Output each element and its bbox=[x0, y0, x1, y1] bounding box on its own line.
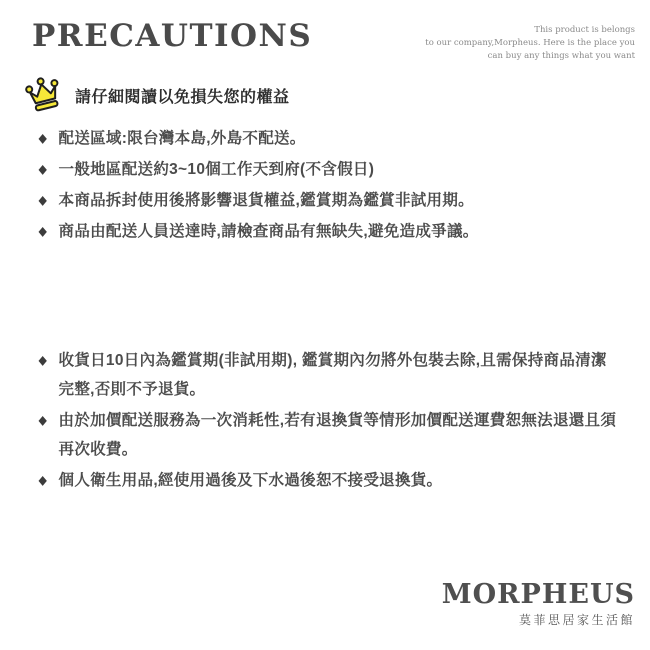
diamond-bullet-icon: ◆ bbox=[38, 193, 47, 207]
crown-icon bbox=[24, 76, 64, 114]
list-item bbox=[38, 466, 620, 495]
list-item-text: 個人衛生用品,經使用過後及下水過後恕不接受退換貨。 bbox=[58, 472, 443, 489]
list-item bbox=[38, 155, 620, 184]
list-item bbox=[38, 124, 620, 153]
diamond-bullet-icon: ◆ bbox=[38, 473, 47, 487]
notice-heading: 請仔細閱讀以免損失您的權益 bbox=[75, 88, 290, 106]
list-item bbox=[38, 346, 620, 404]
diamond-bullet-icon: ◆ bbox=[38, 224, 47, 238]
shipping-notes-list bbox=[38, 124, 620, 248]
brand-logo: MORPHEUS bbox=[441, 579, 635, 610]
list-item-text: 由於加價配送服務為一次消耗性,若有退換貨等情形加價配送運費恕無法退還且須再次收費。 bbox=[58, 412, 617, 458]
diamond-bullet-icon: ◆ bbox=[38, 131, 47, 145]
list-item-text: 本商品拆封使用後將影響退貨權益,鑑賞期為鑑賞非試用期。 bbox=[58, 192, 474, 209]
list-item bbox=[38, 217, 620, 246]
list-item-text: 一般地區配送約3~10個工作天到府(不含假日) bbox=[58, 161, 375, 178]
diamond-bullet-icon: ◆ bbox=[38, 413, 47, 427]
page-title: PRECAUTIONS bbox=[32, 18, 313, 54]
tagline-line: This product is belongs bbox=[534, 25, 635, 35]
list-item-text: 配送區域:限台灣本島,外島不配送。 bbox=[58, 130, 306, 147]
list-item-text: 收貨日10日內為鑑賞期(非試用期), 鑑賞期內勿將外包裝去除,且需保持商品清潔完整,否則不予退貨。 bbox=[58, 352, 607, 398]
brand-footer bbox=[442, 581, 635, 628]
brand-logo-subtitle: 莫菲思居家生活館 bbox=[518, 613, 635, 627]
list-item bbox=[38, 406, 620, 464]
list-item bbox=[38, 186, 620, 215]
diamond-bullet-icon: ◆ bbox=[38, 162, 47, 176]
return-policy-list bbox=[38, 346, 620, 497]
diamond-bullet-icon: ◆ bbox=[38, 353, 47, 367]
notice-row bbox=[24, 76, 290, 114]
tagline-line: can buy any things what you want bbox=[487, 51, 635, 62]
list-item-text: 商品由配送人員送達時,請檢查商品有無缺失,避免造成爭議。 bbox=[58, 223, 479, 240]
brand-tagline bbox=[425, 24, 635, 64]
tagline-line: to our company,Morpheus. Here is the place you bbox=[425, 38, 635, 49]
